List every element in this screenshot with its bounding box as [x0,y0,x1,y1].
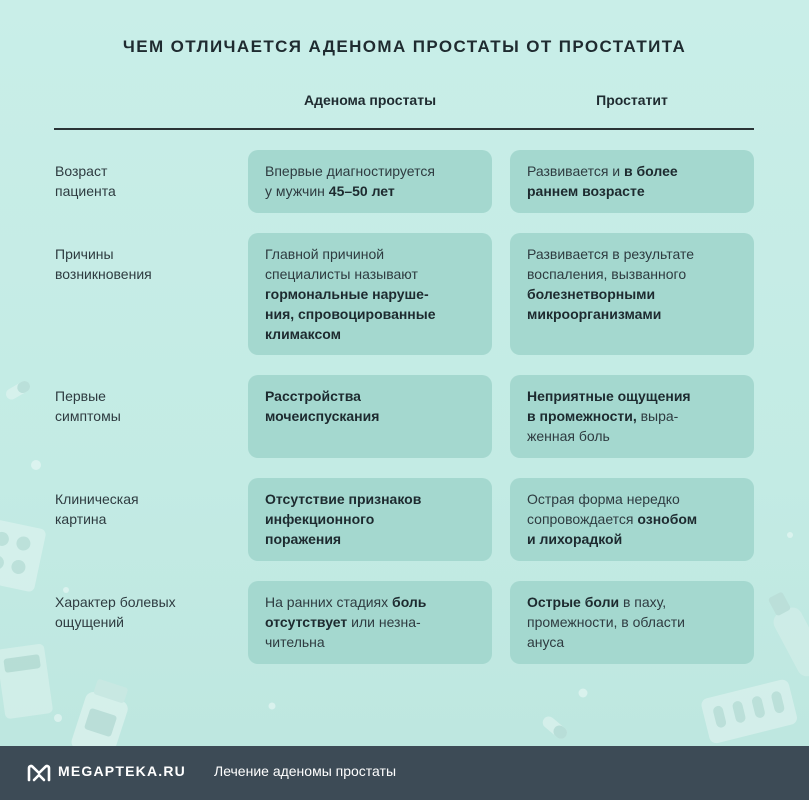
cell-text-line [265,509,476,529]
bold-text: мочеиспускания [265,408,380,424]
column-header-adenoma: Аденома простаты [303,92,437,108]
row-label-age: Возраст пациента [55,163,116,199]
bold-text: гормональные наруше- [265,286,429,302]
footer-bar [0,746,809,800]
cell-text-line: специалисты называют [265,266,418,282]
cell-prostatitis-causes [510,233,754,355]
cell-text-line: Острые боли в паху, [527,594,667,610]
page-title: ЧЕМ ОТЛИЧАЕТСЯ АДЕНОМА ПРОСТАТЫ ОТ ПРОСТАТИТА [122,37,687,56]
bold-text: Отсутствие признаков [265,491,422,507]
bold-text: ния, спровоцированные [265,306,436,322]
footer-topic-link[interactable]: Лечение аденомы простаты [214,763,397,779]
brand-link[interactable]: MEGAPTEKA.RU [58,763,186,779]
bold-text: климаксом [265,326,341,342]
bold-text: в более [624,163,678,179]
cell-text-line [265,324,476,344]
cell-text-line: у мужчин 45–50 лет [265,183,395,199]
cell-text-line [527,304,738,324]
cell-adenoma-pain [248,581,492,664]
cell-adenoma-causes [248,233,492,355]
cell-text-line: промежности, в области [527,614,685,630]
cell-text-line: Острая форма нередко [527,491,680,507]
row-label-causes: Причины возникновения [55,246,152,282]
row-label-clinical: Клиническая картина [55,491,139,527]
cell-text-line [265,406,476,426]
bold-text: Неприятные ощущения [527,388,691,404]
cell-adenoma-clinical [248,478,492,561]
bold-text: отсутствует [265,614,348,630]
cell-text-line: Впервые диагностируется [265,163,435,179]
cell-text-line: сопровождается ознобом [527,511,698,527]
bold-text: микроорганизмами [527,306,662,322]
bold-text: Расстройства [265,388,361,404]
cell-text-line: Развивается в результате [527,246,694,262]
cell-text-line: ануса [527,634,565,650]
row-label-symptoms: Первые симптомы [55,388,121,424]
cell-text-line: Главной причиной [265,246,385,262]
cell-text-line: чительна [265,634,325,650]
row-label-pain: Характер болевых ощущений [55,594,176,630]
bold-text: поражения [265,531,342,547]
bold-text: болезнетворными [527,286,656,302]
cell-prostatitis-pain [510,581,754,664]
cell-text-line [527,181,738,201]
bold-text: ознобом [637,511,698,527]
bold-text: и лихорадкой [527,531,623,547]
bold-text: 45–50 лет [328,183,395,199]
cell-text-line: Развивается и в более [527,163,678,179]
cell-prostatitis-symptoms [510,375,754,458]
cell-text-line: женная боль [527,428,610,444]
cell-adenoma-symptoms [248,375,492,458]
bold-text: инфекционного [265,511,375,527]
cell-text-line [527,284,738,304]
cell-text-line: отсутствует или незна- [265,614,421,630]
header-divider [54,128,754,130]
bold-text: Острые боли [527,594,620,610]
bold-text: раннем возрасте [527,183,645,199]
cell-text-line: На ранних стадиях боль [265,594,427,610]
cell-text-line [265,489,476,509]
cell-prostatitis-clinical [510,478,754,561]
cell-text-line [527,529,738,549]
cell-text-line [265,284,476,304]
cell-text-line: воспаления, вызванного [527,266,687,282]
cell-text-line [265,304,476,324]
cell-text-line [527,386,738,406]
megapteka-logo-icon[interactable] [27,764,51,782]
cell-adenoma-age [248,150,492,213]
column-header-prostatitis: Простатит [596,92,668,108]
cell-text-line: в промежности, выра- [527,408,679,424]
cell-text-line [265,386,476,406]
cell-prostatitis-age [510,150,754,213]
bold-text: в промежности, [527,408,637,424]
bold-text: боль [392,594,427,610]
cell-text-line [265,529,476,549]
